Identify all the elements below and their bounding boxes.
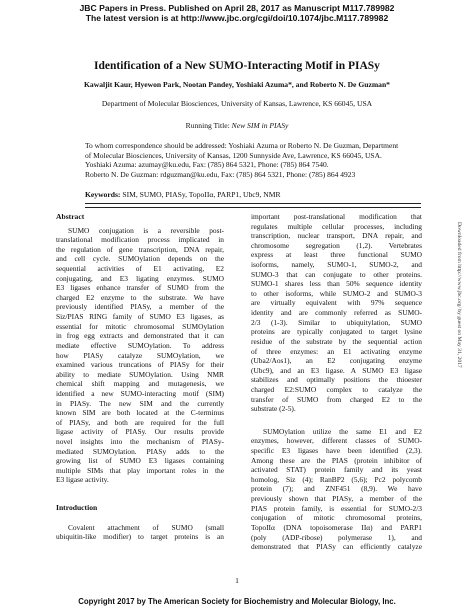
body-line: transcription, nuclear transport, DNA repair, and bbox=[251, 231, 422, 241]
abstract-line: ligase activity of PIASy. Our results provide bbox=[56, 427, 224, 437]
abstract-line: mediate effective SUMOylation. To address bbox=[56, 340, 224, 350]
body-line: regulates multiple cellular processes, including bbox=[251, 221, 422, 231]
abstract-line: growing list of SUMO E3 ligases containing bbox=[56, 456, 224, 466]
body-line: previously shown that PIASy, a member of the bbox=[251, 494, 422, 504]
abstract-line: multiple SIMs that play important roles in the bbox=[56, 465, 224, 475]
abstract-line: sequential activities of E1 activating, E2 bbox=[56, 264, 224, 274]
body-line: SUMO-1 shares less than 50% sequence identity bbox=[251, 279, 422, 289]
right-paragraph-2 bbox=[251, 427, 422, 552]
abstract-line: identified a new SUMO-interacting motif (SIM) bbox=[56, 388, 224, 398]
body-line: (Ubc9), and an E3 ligase. A SUMO E3 ligase bbox=[251, 365, 422, 375]
body-line: protein (7); and ZNF451 (8,9). We have bbox=[251, 484, 422, 494]
body-line: of three enzymes: an E1 activating enzyme bbox=[251, 346, 422, 356]
abstract-line: in frog egg extracts and demonstrated that it can bbox=[56, 331, 224, 341]
paper-title: Identification of a New SUMO-Interacting Motif in PIASy bbox=[94, 60, 380, 72]
body-line: enzymes, however, different classes of SUMO- bbox=[251, 436, 422, 446]
body-line: isoforms, namely, SUMO-1, SUMO-2, and bbox=[251, 260, 422, 270]
author-list: Kawaljit Kaur, Hyewon Park, Nootan Pandey, Yoshiaki Azuma*, and Roberto N. De Guzman* bbox=[84, 80, 390, 89]
body-line: (poly (ADP-ribose) polymerase 1), and bbox=[251, 532, 422, 542]
body-line: homolog, Siz (4); RanBP2 (5,6); Pc2 polycomb bbox=[251, 474, 422, 484]
body-line: PIAS protein family, is essential for SUMO-2/3 bbox=[251, 503, 422, 513]
abstract-line: E3 ligase activity. bbox=[56, 475, 109, 485]
introduction-body bbox=[56, 523, 224, 542]
abstract-line: translational modification process implicated in bbox=[56, 235, 224, 245]
keywords-label: Keywords: bbox=[85, 190, 121, 199]
abstract-line: ability to mediate SUMOylation. Using NMR bbox=[56, 369, 224, 379]
keywords-value: SIM, SUMO, PIASy, TopoIIα, PARP1, Ubc9, NMR bbox=[122, 190, 281, 199]
right-paragraph-1 bbox=[251, 212, 422, 414]
body-line: TopoIIα (DNA topoisomerase IIα) and PARP1 bbox=[251, 522, 422, 532]
download-watermark bbox=[454, 222, 464, 582]
body-line: stabilizes and optimally positions the thioester bbox=[251, 375, 422, 385]
body-line: Among these are the PIAS (protein inhibitor of bbox=[251, 455, 422, 465]
body-line: proteins are typically conjugated to target lysine bbox=[251, 327, 422, 337]
affiliation: Department of Molecular Biosciences, University of Kansas, Lawrence, KS 66045, USA bbox=[101, 99, 373, 108]
body-line: are virtually equivalent with 97% sequence bbox=[251, 298, 422, 308]
abstract-line: previously identified PIASy, a member of the bbox=[56, 302, 224, 312]
correspondence-line: Yoshiaki Azuma: azumay@ku.edu, Fax: (785) 864 5321, Phone: (785) 864 7540. bbox=[85, 160, 329, 170]
introduction-line: Covalent attachment of SUMO (small bbox=[68, 522, 224, 532]
abstract-line: chemical shift mapping and mutagenesis, we bbox=[56, 379, 224, 389]
jbc-header-line-1: JBC Papers in Press. Published on April 28, 2017 as Manuscript M117.789982 bbox=[79, 3, 395, 13]
abstract-heading: Abstract bbox=[56, 212, 85, 221]
body-line: chromosome segregation (1,2). Vertebrates bbox=[251, 240, 422, 250]
copyright-footer: Copyright 2017 by The American Society for Biochemistry and Molecular Biology, Inc. bbox=[78, 597, 396, 606]
body-line: 2/3 (1-3). Similar to ubiquitylation, SUMO bbox=[251, 317, 422, 327]
abstract-line: and cell cycle. SUMOylation depends on the bbox=[56, 254, 224, 264]
body-line: to other isoforms, while SUMO-2 and SUMO-3 bbox=[251, 288, 422, 298]
body-line: SUMO-3 that can conjugate to other proteins. bbox=[251, 269, 422, 279]
body-line: conjugation of mitotic chromosomal proteins, bbox=[251, 513, 422, 523]
right-column bbox=[251, 212, 422, 552]
body-line: transfer of SUMO from charged E2 to the bbox=[251, 394, 422, 404]
section-divider-top bbox=[85, 203, 421, 204]
introduction-heading: Introduction bbox=[56, 503, 98, 513]
abstract-line: essential for mitotic chromosomal SUMOylation bbox=[56, 321, 224, 331]
body-line: charged E2:SUMO complex to catalyze the bbox=[251, 384, 422, 394]
jbc-header-line-2: The latest version is at http://www.jbc.org/cgi/doi/10.1074/jbc.M117.789982 bbox=[85, 13, 389, 23]
body-line: express at least three functional SUMO bbox=[251, 250, 422, 260]
correspondence-line: To whom correspondence should be addressed: Yoshiaki Azuma or Roberto N. De Guzman, Department bbox=[85, 141, 399, 150]
section-divider-bottom bbox=[85, 207, 421, 208]
abstract-line: Siz/PIAS RING family of SUMO E3 ligases, as bbox=[56, 312, 224, 322]
abstract-line: of PIASy, and both are required for the full bbox=[56, 417, 224, 427]
abstract-body bbox=[56, 226, 224, 485]
abstract-line: known SIM are both located at the C-terminus bbox=[56, 408, 224, 418]
abstract-line: conjugating, and E3 ligating enzymes. SUMO bbox=[56, 273, 224, 283]
abstract-line: mediated SUMOylation. PIASy adds to the bbox=[56, 446, 224, 456]
body-line: (Uba2/Aos1), an E2 conjugating enzyme bbox=[251, 356, 422, 366]
body-line: SUMOylation utilize the same E1 and E2 bbox=[263, 426, 422, 436]
abstract-line: in PIASy. The new SIM and the currently bbox=[56, 398, 224, 408]
introduction-line: ubiquitin-like modifier) to target proteins is an bbox=[56, 532, 224, 542]
running-title bbox=[0, 121, 474, 130]
body-line: identity and are commonly referred as SUMO- bbox=[251, 308, 422, 318]
download-watermark-text: Downloaded from http://www.jbc.org/ by guest on May 31, 2017 bbox=[456, 222, 462, 368]
body-line: residue of the substrate by the sequential action bbox=[251, 336, 422, 346]
abstract-line: how PIASy catalyze SUMOylation, we bbox=[56, 350, 224, 360]
running-title-label: Running Title: bbox=[185, 121, 230, 130]
abstract-line: SUMO conjugation is a reversible post- bbox=[68, 225, 224, 235]
keywords-line bbox=[85, 190, 281, 199]
left-column bbox=[56, 212, 224, 542]
page-number: 1 bbox=[235, 576, 239, 585]
abstract-line: novel insights into the mechanism of PIASy- bbox=[56, 437, 224, 447]
body-line: activated STAT) protein family and its yeast bbox=[251, 465, 422, 475]
running-title-value: New SIM in PIASy bbox=[231, 121, 289, 130]
body-line: substrate (2-5). bbox=[251, 404, 296, 414]
abstract-line: examined various truncations of PIASy for their bbox=[56, 360, 224, 370]
abstract-line: charged E2 enzyme to the substrate. We have bbox=[56, 292, 224, 302]
body-line: specific E3 ligases have been identified (2,3). bbox=[251, 446, 422, 456]
body-line: important post-translational modification that bbox=[251, 212, 422, 221]
correspondence-line: of Molecular Biosciences, University of Kansas, 1200 Sunnyside Ave, Lawrence, KS 66045, USA. bbox=[85, 150, 382, 160]
abstract-line: the regulation of gene transcription, DNA repair, bbox=[56, 244, 224, 254]
correspondence-block bbox=[85, 141, 415, 179]
abstract-line: E3 ligases enhance transfer of SUMO from the bbox=[56, 283, 224, 293]
body-line: demonstrated that PIASy can efficiently catalyze bbox=[251, 542, 422, 552]
correspondence-line: Roberto N. De Guzman: rdguzman@ku.edu, Fax: (785) 864 5321, Phone: (785) 864 4923 bbox=[85, 169, 356, 179]
